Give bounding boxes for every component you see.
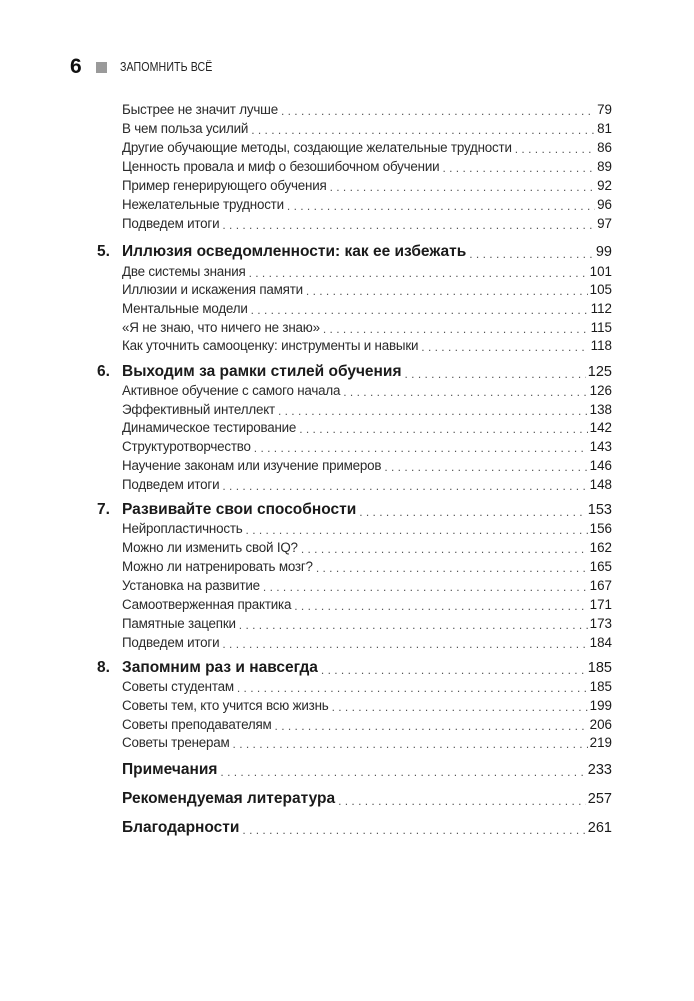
toc-entry-title: Советы студентам (122, 679, 234, 694)
toc-entry-page: 206 (589, 717, 612, 732)
back-matter-title: Рекомендуемая литература (122, 790, 336, 807)
dot-leader (281, 103, 595, 119)
toc-entry-page: 142 (589, 420, 612, 435)
dot-leader (220, 764, 585, 780)
toc-entry[interactable] (122, 716, 612, 734)
toc-entry-page: 79 (597, 102, 612, 117)
toc-chapter-5[interactable] (97, 242, 612, 262)
dot-leader (359, 504, 586, 520)
dot-leader (233, 736, 588, 752)
dot-leader (343, 384, 587, 400)
dot-leader (299, 421, 587, 437)
toc-entry[interactable] (122, 577, 612, 595)
toc-entry-title: Структуротворчество (122, 439, 251, 454)
toc-entry-page: 148 (589, 477, 612, 492)
toc-entry[interactable] (122, 101, 612, 119)
toc-entry[interactable] (122, 177, 612, 195)
chapter-number: 5. (97, 243, 110, 260)
toc-entry[interactable] (122, 319, 612, 337)
dot-leader (254, 440, 588, 456)
dot-leader (323, 321, 589, 337)
toc-entry[interactable] (122, 734, 612, 752)
toc-entry[interactable] (122, 196, 612, 214)
toc-entry-title: Научение законам или изучение примеров (122, 458, 382, 473)
toc-entry-title: «Я не знаю, что ничего не знаю» (122, 320, 320, 335)
chapter-title: Развивайте свои способности (122, 501, 357, 518)
chapter-number: 6. (97, 363, 110, 380)
toc-entry-page: 162 (589, 540, 612, 555)
toc-entry-title: Активное обучение с самого начала (122, 383, 341, 398)
toc-entry[interactable] (122, 382, 612, 400)
dot-leader (330, 179, 596, 195)
toc-entry-page: 97 (597, 216, 612, 231)
toc-chapter-8[interactable] (97, 658, 612, 678)
toc-entry-title: Подведем итоги (122, 216, 220, 231)
dot-leader (263, 579, 588, 595)
running-header (70, 56, 229, 78)
page-number: 6 (70, 55, 82, 78)
back-matter-page: 233 (587, 762, 612, 778)
toc-entry-page: 118 (590, 338, 612, 353)
dot-leader (338, 793, 586, 809)
toc-entry-title: Можно ли натренировать мозг? (122, 559, 313, 574)
toc-entry-title: Ценность провала и миф о безошибочном обучении (122, 159, 440, 174)
toc-entry[interactable] (122, 634, 612, 652)
toc-entry-title: Эффективный интеллект (122, 402, 275, 417)
chapter-page: 125 (587, 364, 612, 380)
toc-entry-title: Другие обучающие методы, создающие желательные трудности (122, 140, 512, 155)
dot-leader (469, 246, 594, 262)
back-matter-title: Примечания (122, 761, 218, 778)
toc-entry-page: 112 (590, 301, 612, 316)
dot-leader (294, 598, 587, 614)
dot-leader (321, 662, 586, 678)
dot-leader (222, 217, 595, 233)
dot-leader (421, 339, 588, 355)
toc-entry[interactable] (122, 139, 612, 157)
gray-square-icon (96, 62, 107, 73)
toc-entry-title: Иллюзии и искажения памяти (122, 282, 303, 297)
toc-entry-title: Динамическое тестирование (122, 420, 297, 435)
toc-entry-page: 156 (589, 521, 612, 536)
toc-entry[interactable] (122, 438, 612, 456)
toc-chapter-6[interactable] (97, 362, 612, 382)
toc-entry-page: 115 (590, 320, 612, 335)
toc-entry-page: 199 (589, 698, 612, 713)
toc-entry-title: Советы тем, кто учится всю жизнь (122, 698, 329, 713)
toc-entry-page: 105 (589, 282, 612, 297)
toc-entry[interactable] (122, 158, 612, 176)
toc-entry-title: Быстрее не значит лучше (122, 102, 278, 117)
back-matter-page: 257 (587, 791, 612, 807)
dot-leader (316, 560, 588, 576)
dot-leader (275, 718, 588, 734)
chapter-page: 99 (595, 244, 612, 260)
toc-entry-page: 86 (597, 140, 612, 155)
toc-entry-page: 171 (589, 597, 612, 612)
toc-entry-page: 167 (589, 578, 612, 593)
toc-notes[interactable] (122, 760, 612, 780)
toc-entry[interactable] (122, 596, 612, 614)
toc-entry[interactable] (122, 215, 612, 233)
dot-leader (287, 198, 595, 214)
dot-leader (301, 541, 588, 557)
toc-entry-title: Нежелательные трудности (122, 197, 284, 212)
toc-entry[interactable] (122, 520, 612, 538)
toc-entry-page: 101 (589, 264, 612, 279)
toc-entry-page: 219 (589, 735, 612, 750)
toc-entry-title: Две системы знания (122, 264, 246, 279)
dot-leader (251, 122, 595, 138)
toc-entry[interactable] (122, 263, 612, 281)
chapter-title: Запомним раз и навсегда (122, 659, 318, 676)
toc-entry-title: Можно ли изменить свой IQ? (122, 540, 298, 555)
dot-leader (222, 636, 587, 652)
toc-entry[interactable] (122, 697, 612, 715)
dot-leader (237, 680, 588, 696)
chapter-number: 8. (97, 659, 110, 676)
toc-entry-page: 89 (597, 159, 612, 174)
dot-leader (384, 459, 587, 475)
dot-leader (278, 403, 588, 419)
back-matter-page: 261 (587, 820, 612, 836)
dot-leader (242, 822, 585, 838)
toc-acknowledgements[interactable] (122, 818, 612, 838)
dot-leader (405, 366, 586, 382)
chapter-page: 185 (587, 660, 612, 676)
toc-entry-page: 184 (589, 635, 612, 650)
toc-entry-title: Подведем итоги (122, 635, 220, 650)
toc-entry-title: Советы тренерам (122, 735, 230, 750)
toc-entry[interactable] (122, 281, 612, 299)
dot-leader (332, 699, 588, 715)
dot-leader (251, 302, 589, 318)
toc-entry-page: 165 (589, 559, 612, 574)
dot-leader (222, 478, 587, 494)
toc-entry-page: 146 (589, 458, 612, 473)
dot-leader (515, 141, 595, 157)
toc-entry-title: Нейропластичность (122, 521, 243, 536)
chapter-title: Иллюзия осведомленности: как ее избежать (122, 243, 467, 260)
toc-entry-title: В чем польза усилий (122, 121, 249, 136)
toc-entry[interactable] (122, 476, 612, 494)
toc-entry[interactable] (122, 539, 612, 557)
toc-chapter-7[interactable] (97, 500, 612, 520)
toc-entry-page: 143 (589, 439, 612, 454)
chapter-page: 153 (587, 502, 612, 518)
toc-entry-page: 173 (589, 616, 612, 631)
toc-entry-page: 185 (589, 679, 612, 694)
dot-leader (239, 617, 588, 633)
dot-leader (249, 265, 588, 281)
toc-entry-title: Советы преподавателям (122, 717, 272, 732)
toc-entry[interactable] (122, 457, 612, 475)
toc-entry-page: 81 (597, 121, 612, 136)
toc-entry-title: Самоотверженная практика (122, 597, 292, 612)
toc-recommended-reading[interactable] (122, 789, 612, 809)
back-matter-title: Благодарности (122, 819, 240, 836)
toc-entry-page: 96 (597, 197, 612, 212)
dot-leader (306, 283, 588, 299)
toc-entry[interactable] (122, 120, 612, 138)
toc-entry-title: Пример генерирующего обучения (122, 178, 327, 193)
chapter-number: 7. (97, 501, 110, 518)
toc-entry[interactable] (122, 337, 612, 355)
toc-entry-title: Памятные зацепки (122, 616, 236, 631)
toc-entry-page: 138 (589, 402, 612, 417)
dot-leader (246, 522, 588, 538)
toc-entry[interactable] (122, 401, 612, 419)
chapter-title: Выходим за рамки стилей обучения (122, 363, 402, 380)
toc-entry-page: 126 (589, 383, 612, 398)
toc-entry[interactable] (122, 558, 612, 576)
toc-entry-title: Как уточнить самооценку: инструменты и навыки (122, 338, 419, 353)
running-title: ЗАПОМНИТЬ ВСЁ (120, 60, 213, 74)
toc-entry-title: Подведем итоги (122, 477, 220, 492)
toc-entry-title: Ментальные модели (122, 301, 248, 316)
toc-entry[interactable] (122, 300, 612, 318)
toc-entry-page: 92 (597, 178, 612, 193)
toc-entry[interactable] (122, 419, 612, 437)
dot-leader (442, 160, 595, 176)
toc-entry[interactable] (122, 678, 612, 696)
toc-entry-title: Установка на развитие (122, 578, 260, 593)
toc-entry[interactable] (122, 615, 612, 633)
